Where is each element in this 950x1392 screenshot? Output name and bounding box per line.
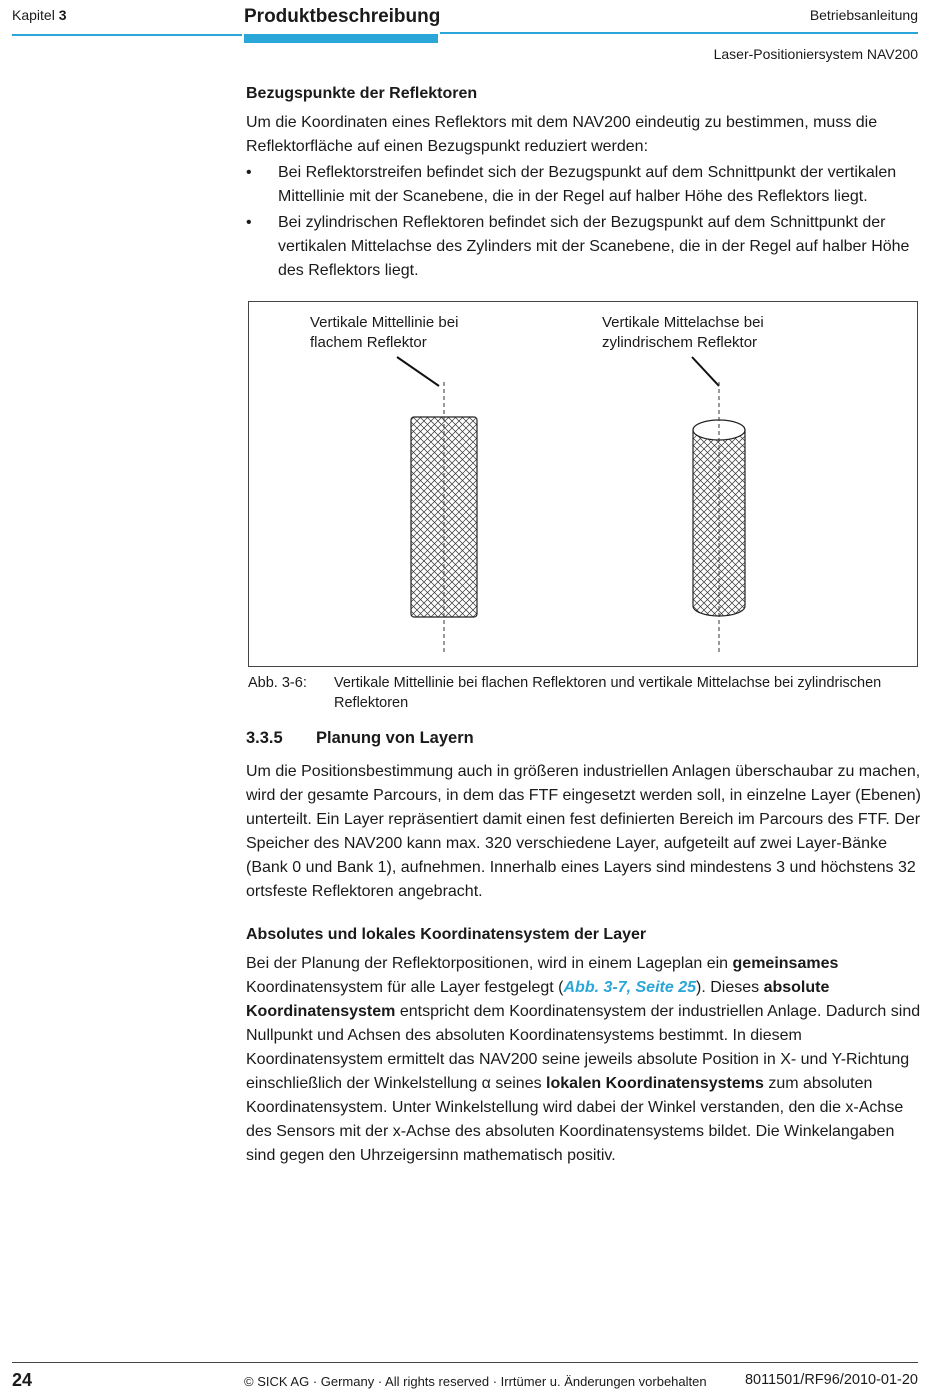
figure-reference-link[interactable]: Abb. 3-7, Seite 25 bbox=[563, 979, 696, 996]
chapter-label: Kapitel bbox=[12, 7, 55, 23]
coordinate-paragraph: Bei der Planung der Reflektorpositionen, wird in einem Lageplan ein gemeinsames Koordinatensystem für alle Layer festgelegt (Abb. 3-7, Seite 25). Dieses absolute Koordinatensystem entspricht dem Koordinatensystem der industriellen Anlage. Dadurch sind Nullpunkt und Achsen des absoluten Koordinatensystems bestimmt. In diesem Koordinatensystem ermittelt das NAV200 seine jeweils absolute Position in X- und Y-Richtung einschließlich der Winkelstellung α seines lokalen Koordinatensystems zum absoluten Koordinatensystem. Unter Winkelstellung wird dabei der Winkel verstanden, den die x-Achse des Sensors mit der x-Achse des absoluten Koordinatensystems bildet. Die Winkelangaben sind gegen den Uhrzeigersinn mathematisch positiv. bbox=[246, 955, 921, 1164]
product-name: Laser-Positioniersystem NAV200 bbox=[713, 46, 918, 62]
section-title: Planung von Layern bbox=[316, 729, 474, 747]
figure-label-right: Vertikale Mittelachse bei zylindrischem Reflektor bbox=[602, 314, 764, 351]
section-heading: Bezugspunkte der Reflektoren bbox=[246, 85, 478, 102]
section-heading-layers bbox=[246, 729, 474, 748]
emphasis-local: lokalen Koordinatensystems bbox=[546, 1075, 764, 1092]
caption-number: Abb. 3-6: bbox=[248, 675, 307, 691]
layers-paragraph: Um die Positionsbestimmung auch in größeren industriellen Anlagen überschaubar zu machen, wird der gesamte Parcours, in dem das FTF eingesetzt werden soll, in einzelne Layer (Ebenen) unterteilt. Ein Layer repräsentiert damit einen fest definierten Bereich im Parcours des FTF. Der Speicher des NAV200 kann max. 320 verschiedene Layer, aufgeteilt auf zwei Layer-Bänke (Bank 0 und Bank 1), aufnehmen. Innerhalb eines Layers sind mindestens 3 und höchstens 32 ortsfeste Reflektoren angebracht. bbox=[246, 763, 921, 900]
emphasis-common: gemeinsames bbox=[732, 955, 839, 972]
chapter-number: 3 bbox=[58, 7, 67, 23]
bullet-item: • Bei Reflektorstreifen befindet sich der Bezugspunkt auf dem Schnittpunkt der vertikalen Mittellinie mit der Scanebene, die in der Regel auf halber Höhe des Reflektors liegt. bbox=[246, 161, 922, 209]
cylinder-reflector-top bbox=[693, 420, 745, 440]
emphasis-absolute: absolute Koordinatensystem bbox=[246, 979, 830, 1020]
page-number: 24 bbox=[12, 1370, 33, 1390]
footer-copyright: © SICK AG · Germany · All rights reserved · Irrtümer u. Änderungen vorbehalten bbox=[244, 1374, 707, 1389]
leader-line-right bbox=[692, 357, 719, 386]
section-heading: Absolutes und lokales Koordinatensystem der Layer bbox=[246, 926, 647, 943]
footer-rule bbox=[12, 1362, 918, 1363]
section-layers-body bbox=[246, 760, 922, 904]
figure-label-left: Vertikale Mittellinie bei flachem Reflektor bbox=[310, 314, 459, 351]
caption-text: Vertikale Mittellinie bei flachen Reflektoren und vertikale Mittelachse bei zylindrischen Reflektoren bbox=[334, 675, 882, 711]
header-rule-right bbox=[440, 32, 918, 34]
page-title: Produktbeschreibung bbox=[244, 6, 441, 27]
figure-drawing bbox=[249, 302, 917, 666]
section-number: 3.3.5 bbox=[246, 729, 283, 747]
intro-paragraph: Um die Koordinaten eines Reflektors mit dem NAV200 eindeutig zu bestimmen, muss die Reflektorfläche auf einen Bezugspunkt reduziert werden: bbox=[246, 114, 878, 155]
doc-type: Betriebsanleitung bbox=[809, 7, 918, 23]
footer-doc-number: 8011501/RF96/2010-01-20 bbox=[744, 1372, 918, 1388]
bullet-item: • Bei zylindrischen Reflektoren befindet sich der Bezugspunkt auf dem Schnittpunkt der vertikalen Mittelachse des Zylinders mit der Scanebene, die in der Regel auf halber Höhe des Reflektors liegt. bbox=[246, 211, 922, 283]
leader-line-left bbox=[397, 357, 439, 386]
chapter-indicator bbox=[12, 7, 67, 23]
bullet-list bbox=[246, 161, 922, 283]
section-reference-points bbox=[246, 83, 922, 283]
section-coordinate-systems bbox=[246, 924, 922, 1168]
header-rule-accent bbox=[244, 34, 438, 43]
figure-reflectors bbox=[248, 301, 918, 667]
header-rule-left bbox=[12, 34, 242, 36]
